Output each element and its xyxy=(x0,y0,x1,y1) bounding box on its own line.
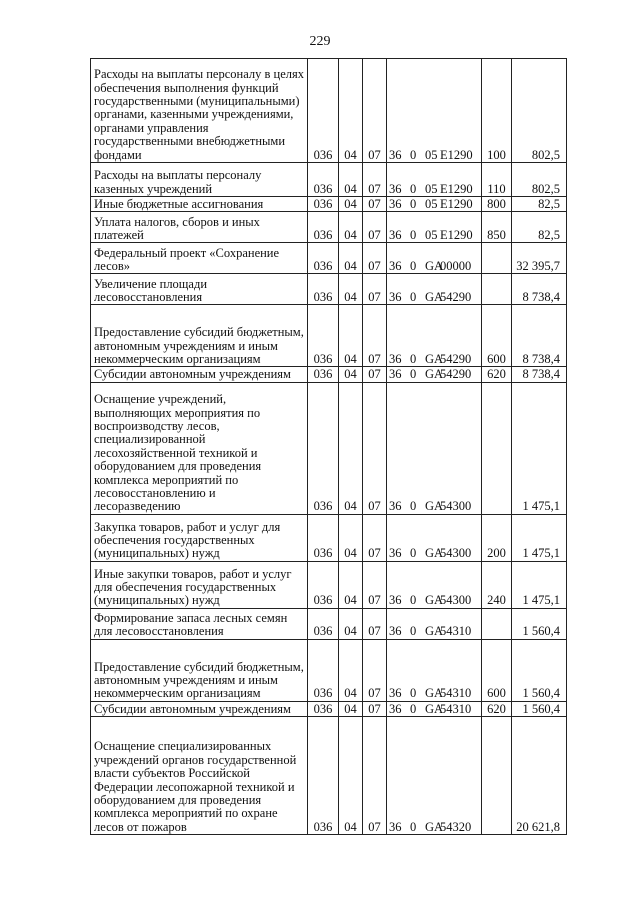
subsection-code: 07 xyxy=(363,305,387,367)
expense-type-code xyxy=(482,274,512,305)
target-code-part: 05 xyxy=(425,197,438,211)
amount: 82,5 xyxy=(512,197,567,212)
section-code: 04 xyxy=(339,367,363,382)
expense-type-code: 600 xyxy=(482,639,512,701)
target-code-part: 0 xyxy=(410,686,417,701)
ministry-code: 036 xyxy=(308,367,339,382)
amount: 802,5 xyxy=(512,163,567,197)
subsection-code: 07 xyxy=(363,59,387,163)
target-code-part: 54310 xyxy=(440,701,472,716)
expense-type-code: 620 xyxy=(482,367,512,382)
expense-type-code xyxy=(482,243,512,274)
target-code-part: 0 xyxy=(410,624,417,639)
target-code-part: 36 xyxy=(389,367,402,382)
target-code-part: 36 xyxy=(389,259,402,273)
target-article-code xyxy=(387,561,482,608)
table-row xyxy=(91,305,567,367)
ministry-code: 036 xyxy=(308,274,339,305)
subsection-code: 07 xyxy=(363,367,387,382)
row-name: Увеличение площади лесовосстановления xyxy=(91,274,308,305)
target-article-code xyxy=(387,717,482,835)
section-code: 04 xyxy=(339,514,363,561)
ministry-code: 036 xyxy=(308,212,339,243)
table-row xyxy=(91,274,567,305)
subsection-code: 07 xyxy=(363,382,387,514)
target-code-part: 0 xyxy=(410,197,417,211)
expense-type-code xyxy=(482,717,512,835)
target-article-code xyxy=(387,197,482,212)
section-code: 04 xyxy=(339,717,363,835)
target-code-part: 54310 xyxy=(440,624,472,639)
target-code-part: 36 xyxy=(389,499,402,514)
row-name: Иные бюджетные ассигнования xyxy=(91,197,308,212)
subsection-code: 07 xyxy=(363,197,387,212)
target-code-part: 36 xyxy=(389,819,402,834)
table-row xyxy=(91,212,567,243)
amount: 32 395,7 xyxy=(512,243,567,274)
ministry-code: 036 xyxy=(308,514,339,561)
subsection-code: 07 xyxy=(363,561,387,608)
section-code: 04 xyxy=(339,608,363,639)
subsection-code: 07 xyxy=(363,212,387,243)
target-code-part: 05 xyxy=(425,181,438,196)
target-code-part: 54290 xyxy=(440,290,472,304)
table-row xyxy=(91,243,567,274)
target-code-part: 54300 xyxy=(440,546,472,561)
target-code-part: GA xyxy=(425,352,444,366)
subsection-code: 07 xyxy=(363,163,387,197)
target-code-part: 0 xyxy=(410,259,417,273)
subsection-code: 07 xyxy=(363,608,387,639)
expense-type-code: 600 xyxy=(482,305,512,367)
ministry-code: 036 xyxy=(308,561,339,608)
amount: 1 475,1 xyxy=(512,382,567,514)
target-code-part: 0 xyxy=(410,701,417,716)
target-code-part: 54300 xyxy=(440,593,472,608)
table-row xyxy=(91,382,567,514)
target-code-part: 36 xyxy=(389,593,402,608)
target-code-part: 0 xyxy=(410,147,417,162)
ministry-code: 036 xyxy=(308,243,339,274)
ministry-code: 036 xyxy=(308,608,339,639)
target-article-code xyxy=(387,514,482,561)
expense-type-code: 850 xyxy=(482,212,512,243)
page-number: 229 xyxy=(309,34,331,49)
row-name: Предоставление субсидий бюджетным, автономным учреждениям и иным некоммерческим организациям xyxy=(91,305,308,367)
target-code-part: 36 xyxy=(389,228,402,242)
section-code: 04 xyxy=(339,243,363,274)
target-article-code xyxy=(387,163,482,197)
target-article-code xyxy=(387,608,482,639)
expense-type-code: 110 xyxy=(482,163,512,197)
table-row xyxy=(91,639,567,701)
expense-type-code: 240 xyxy=(482,561,512,608)
target-code-part: 36 xyxy=(389,352,402,366)
row-name: Оснащение специализированных учреждений органов государственной власти субъектов Российской Федерации лесопожарной техникой и оборудованием для проведения комплекса мероприятий по охране лесов от пожаров xyxy=(91,717,308,835)
target-code-part: 36 xyxy=(389,624,402,639)
subsection-code: 07 xyxy=(363,243,387,274)
table-row xyxy=(91,717,567,835)
table-row xyxy=(91,561,567,608)
target-code-part: GA xyxy=(425,290,444,304)
expense-type-code: 800 xyxy=(482,197,512,212)
section-code: 04 xyxy=(339,639,363,701)
ministry-code: 036 xyxy=(308,59,339,163)
target-code-part: GA xyxy=(425,499,444,514)
table-row xyxy=(91,367,567,382)
target-article-code xyxy=(387,274,482,305)
target-code-part: GA xyxy=(425,546,444,561)
expense-type-code: 200 xyxy=(482,514,512,561)
row-name: Уплата налогов, сборов и иных платежей xyxy=(91,212,308,243)
subsection-code: 07 xyxy=(363,639,387,701)
row-name: Расходы на выплаты персоналу казенных учреждений xyxy=(91,163,308,197)
target-article-code xyxy=(387,59,482,163)
target-code-part: 0 xyxy=(410,181,417,196)
amount: 8 738,4 xyxy=(512,274,567,305)
target-code-part: 54320 xyxy=(440,819,472,834)
section-code: 04 xyxy=(339,197,363,212)
target-code-part: 0 xyxy=(410,290,417,304)
section-code: 04 xyxy=(339,59,363,163)
table-row xyxy=(91,701,567,716)
target-code-part: 0 xyxy=(410,352,417,366)
target-code-part: 36 xyxy=(389,147,402,162)
target-code-part: 36 xyxy=(389,546,402,561)
expense-type-code xyxy=(482,382,512,514)
target-article-code xyxy=(387,305,482,367)
ministry-code: 036 xyxy=(308,163,339,197)
amount: 802,5 xyxy=(512,59,567,163)
target-code-part: GA xyxy=(425,819,444,834)
row-name: Формирование запаса лесных семян для лесовосстановления xyxy=(91,608,308,639)
table-row xyxy=(91,514,567,561)
ministry-code: 036 xyxy=(308,197,339,212)
target-code-part: 54290 xyxy=(440,367,472,382)
target-code-part: 0 xyxy=(410,546,417,561)
amount: 1 560,4 xyxy=(512,639,567,701)
section-code: 04 xyxy=(339,305,363,367)
target-code-part: E1290 xyxy=(440,197,473,211)
target-code-part: 05 xyxy=(425,228,438,242)
ministry-code: 036 xyxy=(308,717,339,835)
section-code: 04 xyxy=(339,561,363,608)
target-code-part: 36 xyxy=(389,197,402,211)
target-code-part: E1290 xyxy=(440,147,473,162)
ministry-code: 036 xyxy=(308,639,339,701)
target-article-code xyxy=(387,639,482,701)
target-code-part: 0 xyxy=(410,593,417,608)
section-code: 04 xyxy=(339,701,363,716)
table-row xyxy=(91,59,567,163)
subsection-code: 07 xyxy=(363,701,387,716)
amount: 8 738,4 xyxy=(512,305,567,367)
target-article-code xyxy=(387,382,482,514)
section-code: 04 xyxy=(339,163,363,197)
target-code-part: E1290 xyxy=(440,228,473,242)
budget-table xyxy=(90,58,567,835)
target-article-code xyxy=(387,212,482,243)
target-code-part: GA xyxy=(425,624,444,639)
row-name: Субсидии автономным учреждениям xyxy=(91,701,308,716)
ministry-code: 036 xyxy=(308,382,339,514)
row-name: Предоставление субсидий бюджетным, автономным учреждениям и иным некоммерческим организациям xyxy=(91,639,308,701)
target-code-part: 0 xyxy=(410,367,417,382)
target-code-part: GA xyxy=(425,259,444,273)
amount: 82,5 xyxy=(512,212,567,243)
section-code: 04 xyxy=(339,212,363,243)
table-row xyxy=(91,197,567,212)
row-name: Иные закупки товаров, работ и услуг для обеспечения государственных (муниципальных) нужд xyxy=(91,561,308,608)
amount: 8 738,4 xyxy=(512,367,567,382)
target-code-part: E1290 xyxy=(440,181,473,196)
expense-type-code: 100 xyxy=(482,59,512,163)
row-name: Закупка товаров, работ и услуг для обеспечения государственных (муниципальных) нужд xyxy=(91,514,308,561)
ministry-code: 036 xyxy=(308,701,339,716)
target-code-part: 36 xyxy=(389,686,402,701)
target-code-part: 0 xyxy=(410,228,417,242)
target-code-part: 36 xyxy=(389,290,402,304)
target-code-part: GA xyxy=(425,686,444,701)
amount: 1 475,1 xyxy=(512,514,567,561)
table-row xyxy=(91,163,567,197)
ministry-code: 036 xyxy=(308,305,339,367)
amount: 1 560,4 xyxy=(512,608,567,639)
row-name: Федеральный проект «Сохранение лесов» xyxy=(91,243,308,274)
target-code-part: 36 xyxy=(389,701,402,716)
target-code-part: 54310 xyxy=(440,686,472,701)
section-code: 04 xyxy=(339,274,363,305)
target-code-part: 36 xyxy=(389,181,402,196)
section-code: 04 xyxy=(339,382,363,514)
target-code-part: GA xyxy=(425,593,444,608)
row-name: Расходы на выплаты персоналу в целях обеспечения выполнения функций государственными (муниципальными) органами, казенными учреждениями, органами управления государственными внебюджетными фондами xyxy=(91,59,308,163)
target-code-part: 0 xyxy=(410,499,417,514)
table-row xyxy=(91,608,567,639)
subsection-code: 07 xyxy=(363,514,387,561)
target-code-part: 54300 xyxy=(440,499,472,514)
amount: 1 560,4 xyxy=(512,701,567,716)
target-code-part: GA xyxy=(425,367,444,382)
target-code-part: 00000 xyxy=(440,259,472,273)
expense-type-code xyxy=(482,608,512,639)
expense-type-code: 620 xyxy=(482,701,512,716)
target-article-code xyxy=(387,701,482,716)
target-article-code xyxy=(387,243,482,274)
subsection-code: 07 xyxy=(363,274,387,305)
target-article-code xyxy=(387,367,482,382)
subsection-code: 07 xyxy=(363,717,387,835)
amount: 1 475,1 xyxy=(512,561,567,608)
target-code-part: 05 xyxy=(425,147,438,162)
row-name: Оснащение учреждений, выполняющих мероприятия по воспроизводству лесов, специализированной лесохозяйственной техникой и оборудованием для проведения комплекса мероприятий по лесовосстановлению и лесоразведению xyxy=(91,382,308,514)
target-code-part: GA xyxy=(425,701,444,716)
amount: 20 621,8 xyxy=(512,717,567,835)
row-name: Субсидии автономным учреждениям xyxy=(91,367,308,382)
target-code-part: 54290 xyxy=(440,352,472,366)
target-code-part: 0 xyxy=(410,819,417,834)
